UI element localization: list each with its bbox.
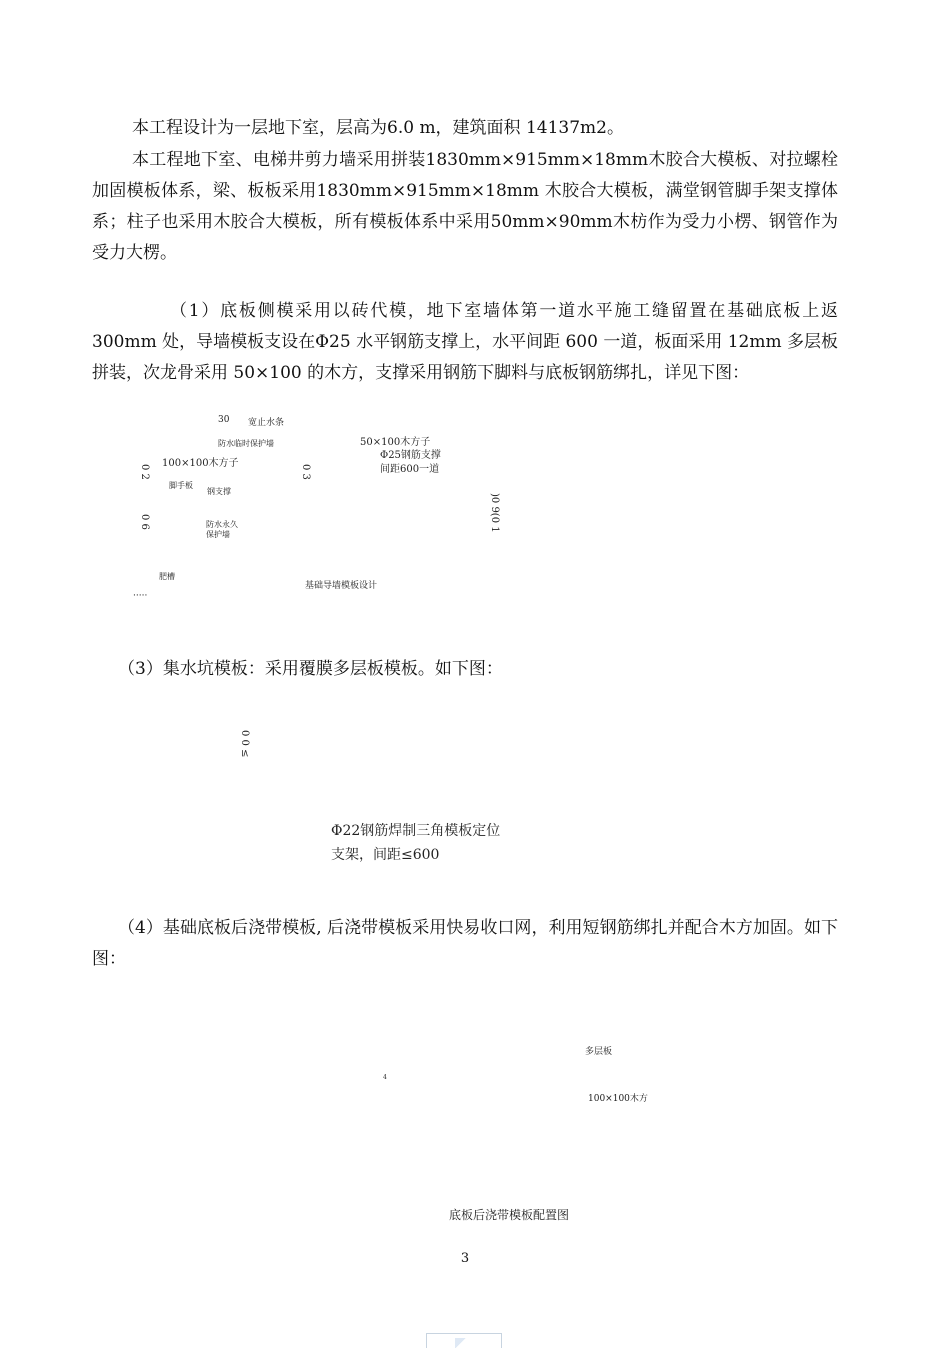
paragraph-base-slab-side-form: （1）底板侧模采用以砖代模，地下室墙体第一道水平施工缝留置在基础底板上返300mm 处，导墙模板支设在Φ25 水平钢筋支撑上，水平间距 600 一道，板面采用 12mm 多层板拼装，次龙骨采用 50×100 的木方，支撑采用钢筋下脚料与底板钢筋绑扎，详见下图： (92, 301, 838, 383)
paragraph-post-pour-strip: （4）基础底板后浇带模板, 后浇带模板采用快易收口网，利用短钢筋绑扎并配合木方加固。如下图： (92, 918, 838, 969)
figure1-caption: 基础导墙模板设计 (305, 581, 378, 591)
label-permanent-protection-wall: 防水永久 (206, 520, 238, 529)
paragraph-formwork-system: 本工程地下室、电梯井剪力墙采用拼装1830mm×915mm×18mm木胶合大模板、对拉螺栓加固模板体系，梁、板板采用1830mm×915mm×18mm 木胶合大模板，满堂钢管脚手架支撑体系；柱子也采用木胶合大模板，所有模板体系中采用50mm×90mm木枋作为受力小楞、钢管作为受力大楞。 (92, 150, 838, 263)
label-waterstop: 宽止水条 (248, 418, 285, 428)
page-number: 3 (460, 1251, 470, 1266)
label-scaffold-board: 脚手板 (169, 481, 193, 490)
label-plywood: 多层板 (585, 1047, 613, 1057)
dimension-vertical-c: 0 3 (300, 464, 311, 480)
label-rebar-22-support: Φ22钢筋焊制三角模板定位 (331, 823, 501, 839)
label-support-spacing: 支架，间距≤600 (331, 847, 440, 863)
figure-sump-pit-formwork (0, 720, 950, 870)
paragraph-project-overview: 本工程设计为一层地下室，层高为6.0 m，建筑面积 14137m2。 (132, 118, 624, 138)
label-small-4: 4 (383, 1074, 387, 1081)
dimension-vertical-a: 0 2 (139, 464, 150, 480)
label-timber-50x100: 50×100木方子 (360, 437, 431, 448)
watermark-icon (455, 1338, 467, 1348)
dimension-vertical-sump: 0 0 ≤ (239, 730, 250, 758)
label-30: 30 (218, 415, 230, 425)
figure-guide-wall-formwork (0, 400, 950, 610)
label-rebar-support-25: Φ25钢筋支撑 (380, 450, 441, 461)
paragraph-sump-formwork: （3）集水坑模板：采用覆膜多层板模板。如下图： (118, 659, 503, 679)
label-trench: 肥槽 (159, 572, 175, 581)
label-spacing-600: 间距600一道 (380, 464, 440, 475)
label-permanent-protection-wall-2: 保护墙 (206, 530, 230, 539)
label-timber-100x100: 100×100木方 (588, 1094, 648, 1104)
figure3-caption: 底板后浇带模板配置图 (449, 1208, 570, 1222)
dimension-vertical-d: )0 9(0 1 (489, 493, 500, 533)
label-dots: ····· (133, 591, 148, 601)
footer-watermark-tab (426, 1333, 502, 1348)
label-steel-support: 钢支撑 (207, 487, 231, 496)
label-timber-100x100: 100×100木方子 (162, 458, 239, 469)
figure-post-pour-strip-formwork (0, 1030, 950, 1230)
label-temporary-protection-wall: 防水临时保护墙 (218, 439, 274, 448)
dimension-vertical-b: 0 6 (139, 514, 150, 530)
